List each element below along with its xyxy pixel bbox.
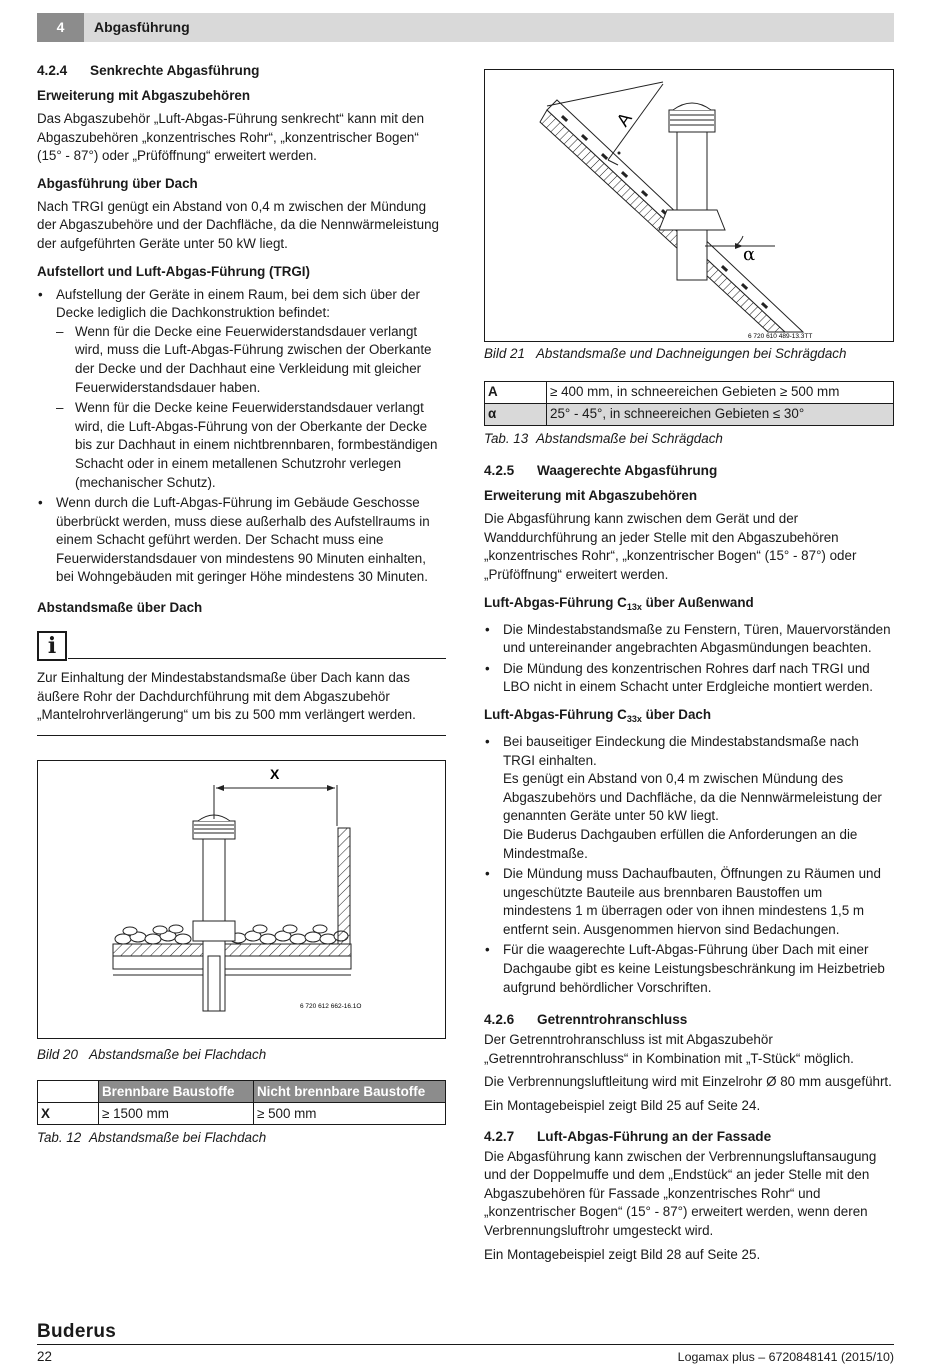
roof-slab (113, 944, 351, 956)
chapter-number: 4 (37, 13, 84, 42)
pipe-cap (669, 110, 715, 132)
section-heading-4-2-6: 4.2.6 Getrenntrohranschluss (484, 1012, 688, 1028)
table-caption: Tab. 13 Abstandsmaße bei Schrägdach (484, 430, 723, 446)
left-column (37, 62, 446, 1148)
list-item: • Aufstellung der Geräte in einem Raum, bei dem sich über der Decke lediglich die Dachkonstruktion befindet: – Wenn für die Decke eine Feuerwiderstandsdauer verlangt wird, muss die Luft-Abgas-Führung zwischen der Oberkante der Decke und der Dachhaut eine Verkleidung mit gleicher Feuerwiderstandsdauer haben. – Wenn für die Decke keine Feuerwiderstandsdauer verlangt wird, die Luft-Abgas-Führung von der Oberkante der Decke bis zur Dachhaut in einem nichtbrennbaren, formbeständigen Schacht oder in einem metallenen Schutzrohr verlegen (mechanischer Schutz). (37, 286, 446, 493)
subheading-site: Aufstellort und Luft-Abgas-Führung (TRGI) (37, 263, 310, 279)
wall (338, 828, 350, 944)
subheading-roof: Abgasführung über Dach (37, 175, 198, 191)
page-number: 22 (37, 1349, 52, 1364)
info-note (37, 631, 446, 736)
figure-code: 6 720 612 662-16.1O (300, 1002, 362, 1010)
list-item: • Bei bauseitiger Eindeckung die Mindestabstandsmaße nach TRGI einhalten. Es genügt ein Abstand von 0,4 m zwischen Mündung des Abgaszubehörs und Dachfläche, da die Nennwärmeleistung der genannten Geräte unter 50 kW liegt. Die Buderus Dachgauben erfüllen die Anforderungen an die Mindestmaße. (484, 733, 894, 863)
subheading-extension: Erweiterung mit Abgaszubehören (484, 488, 698, 504)
info-icon: i (37, 631, 67, 661)
flat-roof-diagram (38, 761, 445, 1038)
product-reference: Logamax plus – 6720848141 (2015/10) (677, 1350, 894, 1364)
pipe-cap (193, 821, 235, 839)
table-caption: Tab. 12 Abstandsmaße bei Flachdach (37, 1130, 267, 1146)
subheading-c33x: Luft-Abgas-Führung $C_{33x}$ über Dach (484, 706, 712, 724)
paragraph: Ein Montagebeispiel zeigt Bild 25 auf Seite 24. (484, 1098, 761, 1114)
brand-logo: Buderus (37, 1321, 117, 1342)
table-header-cell: Nicht brennbare Baustoffe (254, 1081, 446, 1103)
subheading-c13x: Luft-Abgas-Führung $C_{13x}$ über Außenwand (484, 594, 754, 612)
figure-caption: Bild 21 Abstandsmaße und Dachneigungen bei Schrägdach (484, 346, 847, 361)
paragraph-roof: Nach TRGI genügt ein Abstand von 0,4 m zwischen der Mündung der Abgaszubehöre und der Dachfläche, da die Nennwärmeleistung der aufgeführten Geräte unter 50 kW liegt. (37, 198, 439, 251)
paragraph-extension: Das Abgaszubehör „Luft-Abgas-Führung senkrecht“ kann mit den Abgaszubehören „konzentrisches Rohr“, „konzentrischer Bogen“ (15° - 87°) oder „Prüföffnung“ erweitert werden. (37, 111, 425, 164)
list-item: • Für die waagerechte Luft-Abgas-Führung über Dach mit einer Dachgaube gibt es keine Leistungsbeschränkung im Heizbetrieb aufgrund behördlicher Vorschriften. (484, 941, 894, 997)
c33x-list (484, 733, 894, 997)
dimension-label-a: A (612, 108, 636, 131)
pitched-roof-diagram (485, 70, 893, 341)
list-item: • Die Mündung muss Dachaufbauten, Öffnungen zu Räumen und ungeschützte Bauteile aus brennbaren Baustoffen um mindestens 1 m überragen oder von ihnen mindestens 1,5 m entfernt sein. Ausgenommen hiervon sind Bedachungen. (484, 865, 894, 939)
subheading-distances: Abstandsmaße über Dach (37, 600, 203, 616)
figure-code: 6 720 610 489-13.3TT (748, 333, 813, 340)
table-row: A ≥ 400 mm, in schneereichen Gebieten ≥ 500 mm (485, 381, 894, 403)
dash-list (56, 323, 446, 492)
footer-divider (37, 1344, 894, 1345)
figure-pitched-roof (484, 69, 894, 342)
section-heading-4-2-5: 4.2.5 Waagerechte Abgasführung (484, 463, 718, 479)
right-column (484, 69, 894, 1273)
paragraph-extension: Die Abgasführung kann zwischen dem Gerät und der Wanddurchführung an jeder Stelle mit den Abgaszubehören „konzentrisches Rohr“, „konzentrischer Bogen“ (15° - 87°) oder „Prüföffnung“ erweitert werden. (484, 511, 857, 582)
paragraph: Die Abgasführung kann zwischen der Verbrennungsluftansaugung und der Doppelmuffe und dem „Endstück“ an jeder Stelle mit den Abgaszubehören für Fassade „konzentrisches Rohr“ und „konzentrischer Bogen“ (15° - 87°) erweitert werden, wenn deren Verbrennungsluftrohr umgesteckt wird. (484, 1148, 877, 1238)
table-header-cell (38, 1081, 99, 1103)
list-item: – Wenn für die Decke eine Feuerwiderstandsdauer verlangt wird, muss die Luft-Abgas-Führung zwischen der Oberkante der Decke und der Dachhaut eine Verkleidung mit gleicher Feuerwiderstandsdauer haben. (56, 323, 446, 397)
table-row: α 25° - 45°, in schneereichen Gebieten ≤ 30° (485, 403, 894, 425)
dimension-label-x: X (270, 765, 280, 782)
table-flat-roof (37, 1080, 446, 1125)
note-divider (68, 658, 446, 659)
angle-label: α (743, 244, 756, 265)
paragraph: Die Verbrennungsluftleitung wird mit Einzelrohr Ø 80 mm ausgeführt. (484, 1074, 892, 1090)
list-item: • Die Mindestabstandsmaße zu Fenstern, Türen, Mauervorständen und untereinander angebrachten Abgasmündungen beachten. (484, 621, 894, 658)
paragraph: Der Getrenntrohranschluss ist mit Abgaszubehör „Getrenntrohranschluss“ in Kombination mit „T-Stück“ möglich. (484, 1032, 854, 1066)
figure-flat-roof (37, 760, 446, 1039)
list-item: – Wenn für die Decke keine Feuerwiderstandsdauer verlangt wird, die Luft-Abgas-Führung von der Oberkante der Decke bis zur Dachhaut in einem nichtbrennbaren, formbeständigen Schacht oder in einem metallenen Schutzrohr verlegen (mechanischer Schutz). (56, 399, 446, 492)
table-row: X ≥ 1500 mm ≥ 500 mm (38, 1103, 446, 1125)
section-heading-4-2-7: 4.2.7 Luft-Abgas-Führung an der Fassade (484, 1128, 772, 1144)
section-heading-4-2-4: 4.2.4 Senkrechte Abgasführung (37, 63, 260, 78)
c13x-list (484, 621, 894, 697)
chapter-title: Abgasführung (94, 19, 190, 35)
site-list (37, 286, 446, 588)
chapter-header (37, 13, 894, 42)
figure-caption: Bild 20 Abstandsmaße bei Flachdach (37, 1046, 267, 1062)
table-header-cell: Brennbare Baustoffe (99, 1081, 254, 1103)
note-text: Zur Einhaltung der Mindestabstandsmaße über Dach kann das äußere Rohr der Dachdurchführung mit dem Abgaszubehör „Mantelrohrverlängerung“ um bis zu 500 mm verlängert werden. (37, 669, 446, 736)
list-item: • Die Mündung des konzentrischen Rohres darf nach TRGI und LBO nicht in einem Schacht unter Erdgleiche montiert werden. (484, 660, 894, 697)
paragraph: Ein Montagebeispiel zeigt Bild 28 auf Seite 25. (484, 1246, 761, 1262)
flue-pipe (677, 130, 707, 280)
subheading-extension: Erweiterung mit Abgaszubehören (37, 88, 251, 103)
table-pitched-roof (484, 381, 894, 426)
list-item: • Wenn durch die Luft-Abgas-Führung im Gebäude Geschosse überbrückt werden, muss diese außerhalb des Aufstellraums in einem Schacht geführt werden. Der Schacht muss eine Feuerwiderstandsdauer von mindestens 90 Minuten einhalten, bei Wohngebäuden mit geringer Höhe mindestens 30 Minuten. (37, 494, 446, 587)
